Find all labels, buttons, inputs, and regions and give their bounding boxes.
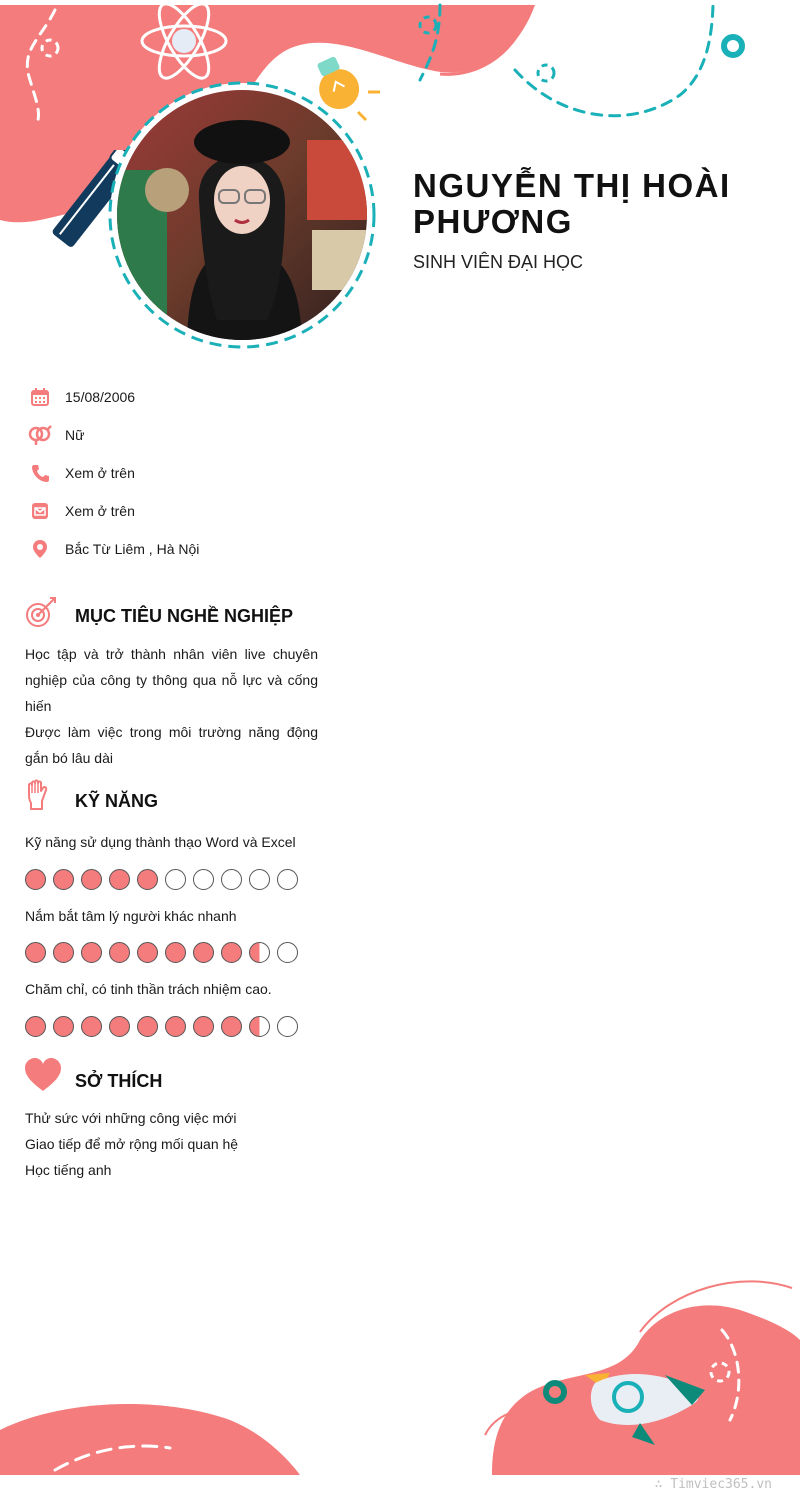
heart-icon [24, 1058, 62, 1092]
watermark: ∴ Timviec365.vn [654, 1477, 772, 1492]
name-line-1: NGUYỄN THỊ HOÀI [413, 167, 731, 204]
gender-icon [28, 423, 52, 447]
location-icon [28, 537, 52, 561]
rating-dot [53, 1016, 74, 1037]
objective-line-2: Được làm việc trong môi trường năng động gắn bó lâu dài [25, 724, 318, 766]
skill-label-1: Kỹ năng sử dụng thành thạo Word và Excel [25, 834, 296, 850]
rating-dot [137, 942, 158, 963]
rating-dot [193, 942, 214, 963]
rating-dot [249, 869, 270, 890]
skills-heading: KỸ NĂNG [75, 791, 159, 811]
rating-dot [277, 869, 298, 890]
atom-icon [138, 3, 230, 81]
rating-dot [109, 1016, 130, 1037]
rating-dot [221, 869, 242, 890]
rating-dot [249, 1016, 270, 1037]
hand-icon [25, 779, 49, 811]
rating-dot [165, 942, 186, 963]
rating-dot [53, 869, 74, 890]
phone-icon [28, 461, 52, 485]
rating-dot [53, 942, 74, 963]
contact-address [28, 536, 200, 562]
objective-heading: MỤC TIÊU NGHỀ NGHIỆP [75, 606, 294, 626]
rating-dot [221, 1016, 242, 1037]
rating-dot [81, 942, 102, 963]
skill-label-3: Chăm chỉ, có tinh thần trách nhiệm cao. [25, 981, 272, 997]
rating-dot [193, 1016, 214, 1037]
rating-dot [109, 869, 130, 890]
rating-dot [109, 942, 130, 963]
address-text: Bắc Từ Liêm , Hà Nội [65, 541, 200, 557]
contact-email [28, 498, 135, 524]
gender-text: Nữ [65, 427, 85, 443]
target-icon [24, 596, 58, 630]
contact-gender [28, 422, 85, 448]
email-icon [28, 499, 52, 523]
rocket-icon [580, 1365, 715, 1455]
phone-text: Xem ở trên [65, 465, 135, 481]
skill-rating-2 [25, 942, 298, 963]
rating-dot [221, 942, 242, 963]
rating-dot [277, 942, 298, 963]
rating-dot [137, 1016, 158, 1037]
email-text: Xem ở trên [65, 503, 135, 519]
skill-rating-3 [25, 1016, 298, 1037]
rating-dot [81, 869, 102, 890]
skill-label-2: Nắm bắt tâm lý người khác nhanh [25, 908, 237, 924]
rating-dot [165, 869, 186, 890]
name-line-2: PHƯƠNG [413, 203, 573, 240]
hobby-list [25, 1105, 238, 1183]
rating-dot [81, 1016, 102, 1037]
contact-phone [28, 460, 135, 486]
hobby-item-3: Học tiếng anh [25, 1162, 112, 1178]
rating-dot [277, 1016, 298, 1037]
rating-dot [25, 1016, 46, 1037]
rating-dot [25, 942, 46, 963]
candidate-name [413, 168, 783, 240]
rating-dot [25, 869, 46, 890]
rating-dot [249, 942, 270, 963]
objective-line-1: Học tập và trở thành nhân viên live chuyên nghiệp của công ty thông qua nỗ lực và cống hiến [25, 646, 318, 714]
hobby-item-2: Giao tiếp để mở rộng mối quan hệ [25, 1136, 239, 1152]
avatar [107, 80, 377, 350]
objective-text [25, 641, 318, 771]
hobbies-heading: SỞ THÍCH [75, 1071, 163, 1091]
rating-dot [137, 869, 158, 890]
rating-dot [193, 869, 214, 890]
calendar-icon [28, 385, 52, 409]
job-title: SINH VIÊN ĐẠI HỌC [413, 252, 584, 272]
birthday-text: 15/08/2006 [65, 389, 136, 405]
contact-birthday [28, 384, 136, 410]
hobby-item-1: Thử sức với những công việc mới [25, 1110, 237, 1126]
skill-rating-1 [25, 869, 298, 890]
rating-dot [165, 1016, 186, 1037]
